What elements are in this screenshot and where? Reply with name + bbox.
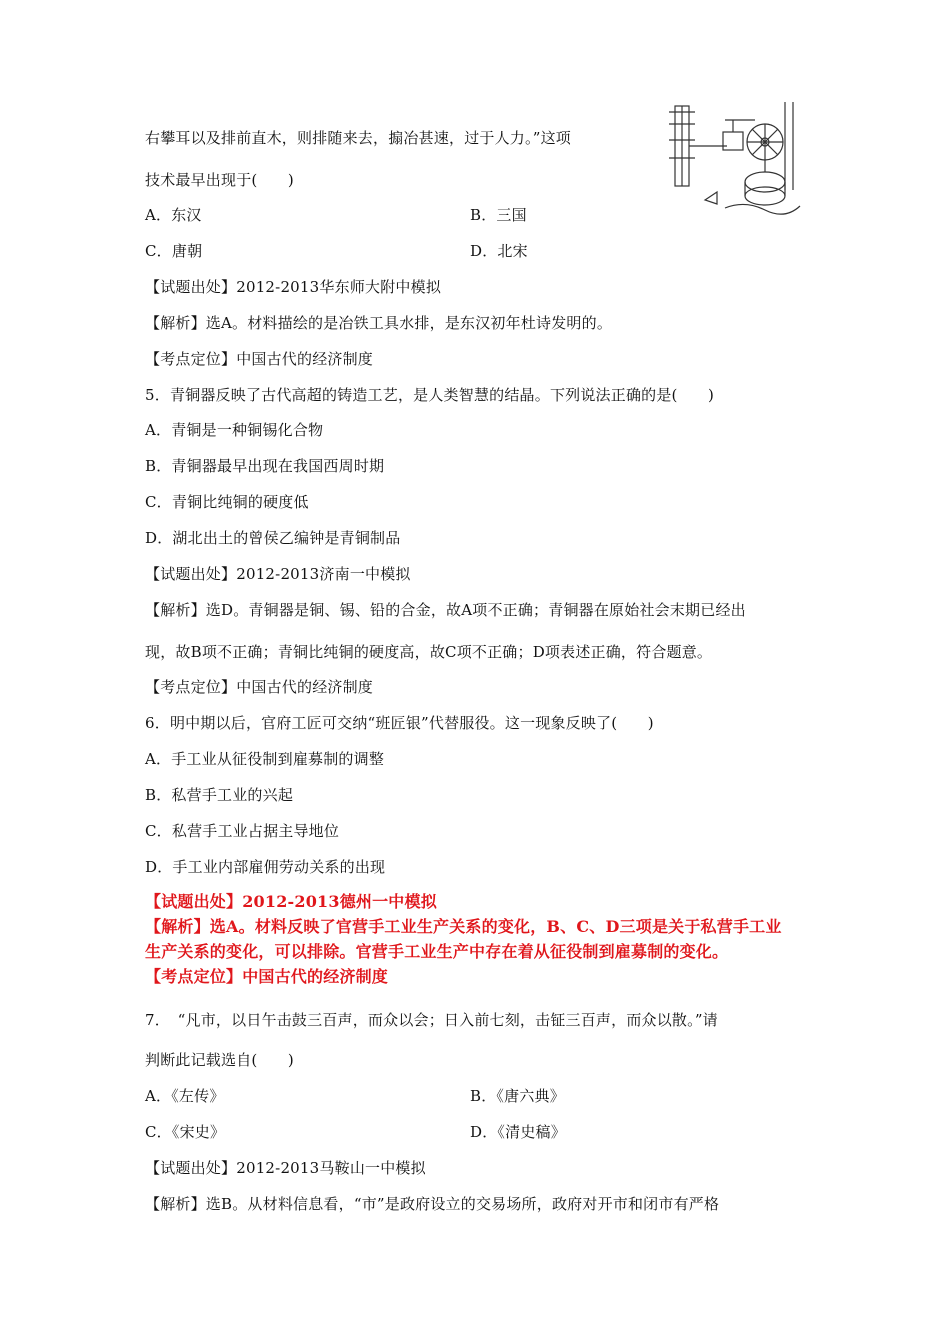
q5-source: 【试题出处】2012-2013济南一中模拟 [145, 565, 411, 583]
q7-option-d: D．《清史稿》 [470, 1123, 566, 1141]
q5-option-d: D．湖北出土的曾侯乙编钟是青铜制品 [145, 529, 401, 547]
q4-source: 【试题出处】2012-2013华东师大附中模拟 [145, 278, 442, 296]
q5-option-b: B．青铜器最早出现在我国西周时期 [145, 457, 385, 475]
q4-option-d: D．北宋 [470, 242, 528, 260]
q7-source: 【试题出处】2012-2013马鞍山一中模拟 [145, 1159, 426, 1177]
water-bellows-illustration [665, 100, 805, 218]
q6-topic: 【考点定位】中国古代的经济制度 [145, 967, 389, 986]
q5-topic: 【考点定位】中国古代的经济制度 [145, 678, 374, 696]
q5-analysis-line2: 现，故B项不正确；青铜比纯铜的硬度高，故C项不正确；D项表述正确，符合题意。 [145, 643, 713, 661]
q6-analysis-line2: 生产关系的变化，可以排除。官营手工业生产中存在着从征役制到雇募制的变化。 [145, 942, 729, 961]
q4-option-c: C．唐朝 [145, 242, 203, 260]
q4-option-b: B．三国 [470, 206, 527, 224]
q4-text-line1: 右攀耳以及排前直木，则排随来去，搧冶甚速，过于人力。”这项 [145, 129, 571, 147]
q5-analysis-line1: 【解析】选D。青铜器是铜、锡、铅的合金，故A项不正确；青铜器在原始社会末期已经出 [145, 601, 746, 619]
q7-analysis-line1: 【解析】选B。从材料信息看，“市”是政府设立的交易场所，政府对开市和闭市有严格 [145, 1195, 720, 1213]
q5-option-a: A．青铜是一种铜锡化合物 [145, 421, 324, 439]
q7-option-c: C．《宋史》 [145, 1123, 226, 1141]
q6-analysis-line1: 【解析】选A。材料反映了官营手工业生产关系的变化，B、C、D三项是关于私营手工业 [145, 917, 782, 936]
q6-option-d: D．手工业内部雇佣劳动关系的出现 [145, 858, 386, 876]
q5-option-c: C．青铜比纯铜的硬度低 [145, 493, 309, 511]
q7-question-line2: 判断此记载选自( ) [145, 1051, 294, 1069]
q4-option-a: A．东汉 [145, 206, 202, 224]
q4-analysis: 【解析】选A。材料描绘的是冶铁工具水排，是东汉初年杜诗发明的。 [145, 314, 613, 332]
q4-topic: 【考点定位】中国古代的经济制度 [145, 350, 374, 368]
q7-question-line1: 7． “凡市，以日午击鼓三百声，而众以会；日入前七刻，击钲三百声，而众以散。”请 [145, 1011, 718, 1029]
q4-text-line2: 技术最早出现于( ) [145, 171, 294, 189]
q6-option-b: B．私营手工业的兴起 [145, 786, 294, 804]
q6-question: 6．明中期以后，官府工匠可交纳“班匠银”代替服役。这一现象反映了( ) [145, 714, 654, 732]
q7-option-a: A．《左传》 [145, 1087, 225, 1105]
q6-option-c: C．私营手工业占据主导地位 [145, 822, 340, 840]
q6-option-a: A．手工业从征役制到雇募制的调整 [145, 750, 385, 768]
q7-option-b: B．《唐六典》 [470, 1087, 565, 1105]
q5-question: 5．青铜器反映了古代高超的铸造工艺，是人类智慧的结晶。下列说法正确的是( ) [145, 386, 715, 404]
q6-source: 【试题出处】2012-2013德州一中模拟 [145, 892, 437, 911]
